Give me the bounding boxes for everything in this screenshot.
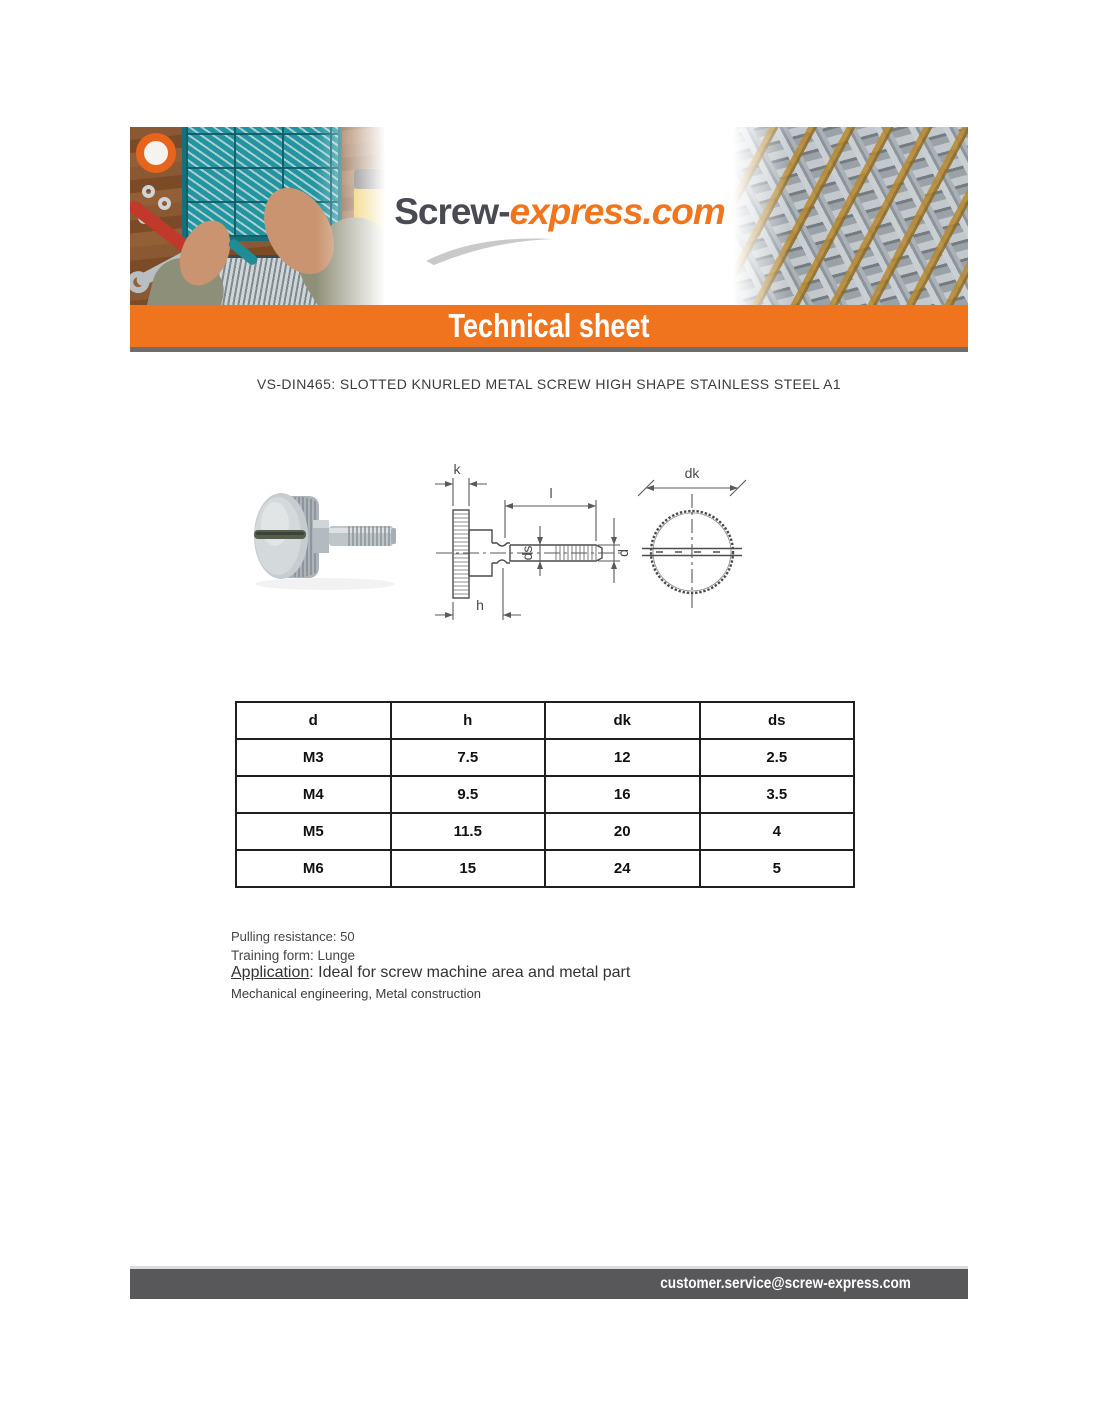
note-industries: Mechanical engineering, Metal construction: [231, 986, 482, 1001]
cell-ds: 4: [700, 813, 855, 850]
logo-text-orange: express.com: [509, 191, 725, 232]
technical-sheet-banner: [130, 305, 968, 347]
front-view-dimension-drawing: [612, 448, 782, 633]
photo-fade: [130, 127, 388, 305]
cell-dk: 12: [545, 739, 700, 776]
workbench-photo: [130, 127, 388, 305]
cell-h: 9.5: [391, 776, 546, 813]
cell-h: 15: [391, 850, 546, 887]
cell-ds: 5: [700, 850, 855, 887]
note-training-form: Training form: Lunge: [231, 948, 356, 963]
dimension-label-ds: ds: [519, 545, 535, 561]
banner-title: Technical sheet: [448, 307, 650, 344]
application-text: : Ideal for screw machine area and metal part: [309, 964, 631, 981]
cell-dk: 24: [545, 850, 700, 887]
note-application: [231, 964, 630, 982]
dimension-label-dk: dk: [684, 465, 700, 481]
application-label: Application: [231, 964, 310, 981]
logo-swoosh-icon: [422, 233, 562, 267]
table-row: [236, 739, 854, 776]
cell-size: M6: [236, 850, 391, 887]
note-pulling-resistance: Pulling resistance: 50: [231, 929, 355, 944]
header: [130, 127, 968, 305]
logo-text-gray: Screw-: [394, 191, 510, 232]
dimension-label-k: k: [453, 461, 461, 477]
side-view-dimension-drawing: [428, 448, 638, 643]
column-header-dk: dk: [545, 702, 700, 739]
table-row: [236, 776, 854, 813]
cell-size: M3: [236, 739, 391, 776]
cell-size: M5: [236, 813, 391, 850]
cell-h: 11.5: [391, 813, 546, 850]
table-header-row: [236, 702, 854, 739]
cell-ds: 2.5: [700, 739, 855, 776]
logo: [388, 191, 731, 233]
column-header-d: d: [236, 702, 391, 739]
cell-size: M4: [236, 776, 391, 813]
table-row: [236, 813, 854, 850]
banner-underline: [130, 347, 968, 352]
document-title: VS-DIN465: SLOTTED KNURLED METAL SCREW HIGH SHAPE STAINLESS STEEL A1: [256, 376, 842, 392]
column-header-h: h: [391, 702, 546, 739]
column-header-ds: ds: [700, 702, 855, 739]
photo-fade: [731, 127, 968, 305]
footer-email: customer.service@screw-express.com: [660, 1275, 911, 1292]
cell-dk: 16: [545, 776, 700, 813]
dimension-label-d: d: [615, 549, 631, 557]
cell-ds: 3.5: [700, 776, 855, 813]
screws-pile-photo: [731, 127, 968, 305]
footer-bar: [130, 1269, 968, 1299]
cell-h: 7.5: [391, 739, 546, 776]
spec-table: [235, 701, 855, 888]
dimension-label-h: h: [476, 597, 484, 613]
cell-dk: 20: [545, 813, 700, 850]
knurled-thumb-screw-photo: [245, 472, 420, 597]
dimension-label-l: l: [549, 485, 553, 501]
table-row: [236, 850, 854, 887]
